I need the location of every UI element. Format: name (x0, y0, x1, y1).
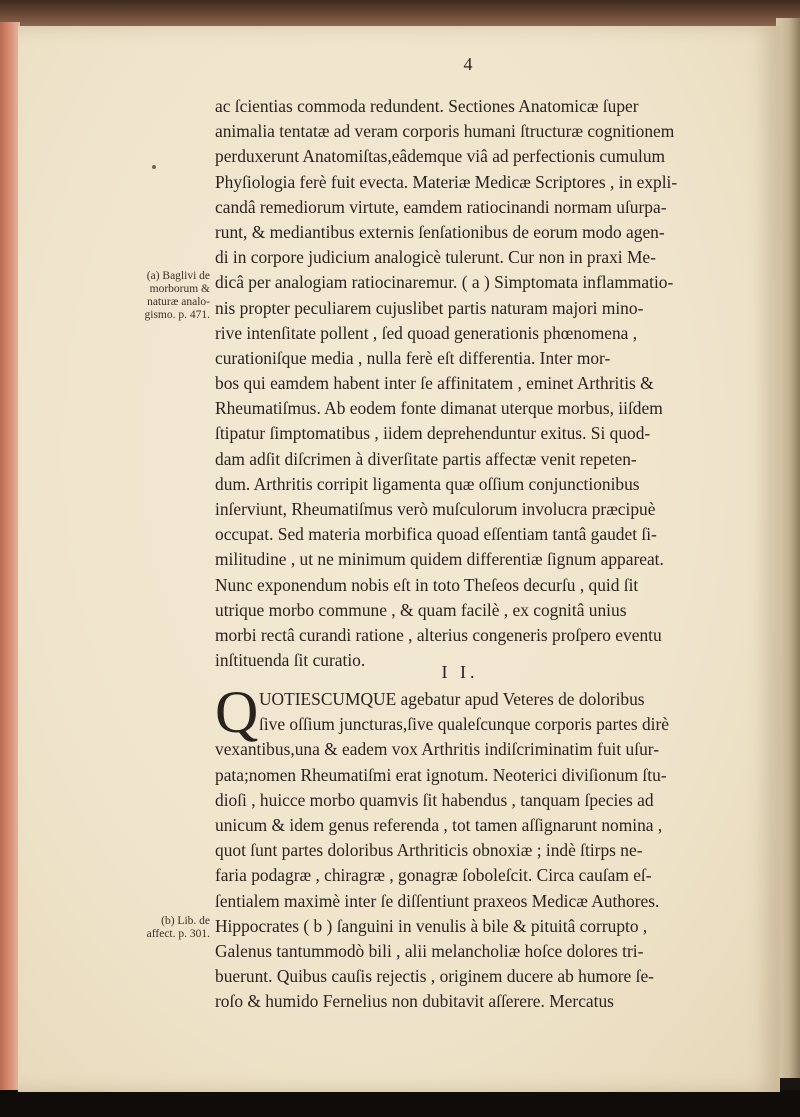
margin-note-b (118, 915, 210, 941)
text-line: dioſi , huicce morbo quamvis ſit habendus , tanquam ſpecies ad (215, 789, 654, 810)
margin-note-line: gismo. p. 471. (144, 309, 210, 321)
text-line: ſentialem maximè inter ſe diſſentiunt praxeos Medicæ Authores. (215, 890, 660, 911)
text-line: dicâ per analogiam ratiocinaremur. ( a ) Simptomata inflammatio- (215, 272, 674, 293)
text-line: unicum & idem genus referenda , tot tamen aſſignarunt nomina , (215, 814, 663, 835)
text-line: ac ſcientias commoda redundent. Sectiones Anatomicæ ſuper (215, 96, 639, 116)
text-line: inſtituenda ſit curatio. (215, 650, 366, 671)
text-line: Nunc exponendum nobis eſt in toto Theſeos decurſu , quid ſit (215, 574, 639, 595)
text-line: faria podagræ , chiragræ , gonagræ ſoboleſcit. Circa cauſam eſ- (215, 865, 652, 886)
book-edge-left (0, 22, 20, 1102)
book-binding-top (0, 0, 800, 26)
text-line: curationiſque media , nulla ferè eſt differentia. Inter mor- (215, 347, 611, 368)
text-line: dum. Arthritis corripit ligamenta quæ oſſium conjunctionibus (215, 473, 640, 494)
margin-note-line: morborum & (149, 283, 210, 295)
margin-note-line: naturæ analo- (147, 296, 210, 308)
text-line: utrique morbo commune , & quam facilè , ex cognitâ unius (215, 599, 627, 620)
paragraph-2 (215, 687, 723, 1014)
text-line: Phyſiologia ferè fuit evecta. Materiæ Medicæ Scriptores , in expli- (215, 171, 678, 192)
text-line: perduxerunt Anatomiſtas,eâdemque viâ ad perfectionis cumulum (215, 146, 666, 167)
text-line: Hippocrates ( b ) ſanguini in venulis à bile & pituitâ corrupto , (215, 915, 648, 936)
text-line: Galenus tantummodò bili , alii melancholiæ hoſce dolores tri- (215, 940, 644, 961)
drop-cap: Q (215, 679, 259, 745)
text-line: ſtipatur ſimptomatibus , iidem deprehenduntur exitus. Si quod- (215, 423, 651, 444)
text-line: bos qui eamdem habent inter ſe affinitatem , eminet Arthritis & (215, 373, 654, 394)
ink-speck (152, 165, 156, 169)
paragraph-1 (215, 94, 723, 673)
text-line: rive intenſitate pollent , ſed quoad generationis phœnomena , (215, 322, 638, 343)
text-line: morbi rectâ curandi ratione , alterius congeneris proſpero eventu (215, 624, 662, 645)
text-line: quot ſunt partes doloribus Arthriticis obnoxiæ ; indè ſtirps ne- (215, 840, 643, 861)
margin-note-a (118, 270, 210, 322)
section-heading: I I. (441, 662, 479, 682)
margin-note-line: (a) Baglivi de (146, 270, 210, 282)
text-line: roſo & humido Fernelius non dubitavit aſſerere. Mercatus (215, 991, 614, 1012)
text-line: occupat. Sed materia morbifica quoad eſſentiam tantâ gaudet ſi- (215, 524, 657, 545)
text-line: runt, & mediantibus externis ſenſationibus de eorum modo agen- (215, 221, 665, 242)
text-line: animalia tentatæ ad veram corporis humani ſtructuræ cognitionem (215, 121, 675, 142)
scan-bottom-shadow (0, 1090, 800, 1117)
margin-note-line: affect. p. 301. (146, 928, 210, 940)
text-line: vexantibus,una & eadem vox Arthritis indiſcriminatim fuit uſur- (215, 739, 659, 760)
text-line: militudine , ut ne minimum quidem differentiæ ſignum appareat. (215, 549, 664, 570)
text-line: nis propter peculiarem cujuslibet partis naturam majori mino- (215, 297, 644, 318)
text-line: Rheumatiſmus. Ab eodem fonte dimanat uterque morbus, iiſdem (215, 398, 663, 419)
margin-note-line: (b) Lib. de (161, 915, 210, 927)
text-line: pata;nomen Rheumatiſmi erat ignotum. Neoterici diviſionum ſtu- (215, 764, 667, 785)
text-line: ſive oſſium juncturas,ſive qualeſcunque corporis partes dirè (259, 714, 670, 735)
text-line: di in corpore judicium analogicè tulerunt. Cur non in praxi Me- (215, 247, 656, 268)
text-line: UOTIESCUMQUE agebatur apud Veteres de doloribus (259, 689, 645, 709)
text-line: inſerviunt, Rheumatiſmus verò muſculorum involucra præcipuè (215, 499, 656, 519)
text-line: buerunt. Quibus cauſis rejectis , originem ducere ab humore ſe- (215, 966, 654, 987)
page-number: 4 (463, 54, 473, 74)
text-line: dam adſit diſcrimen à diverſitate partis affectæ venit repeten- (215, 448, 637, 469)
text-line: candâ remediorum virtute, eamdem ratiocinandi normam uſurpa- (215, 196, 667, 217)
